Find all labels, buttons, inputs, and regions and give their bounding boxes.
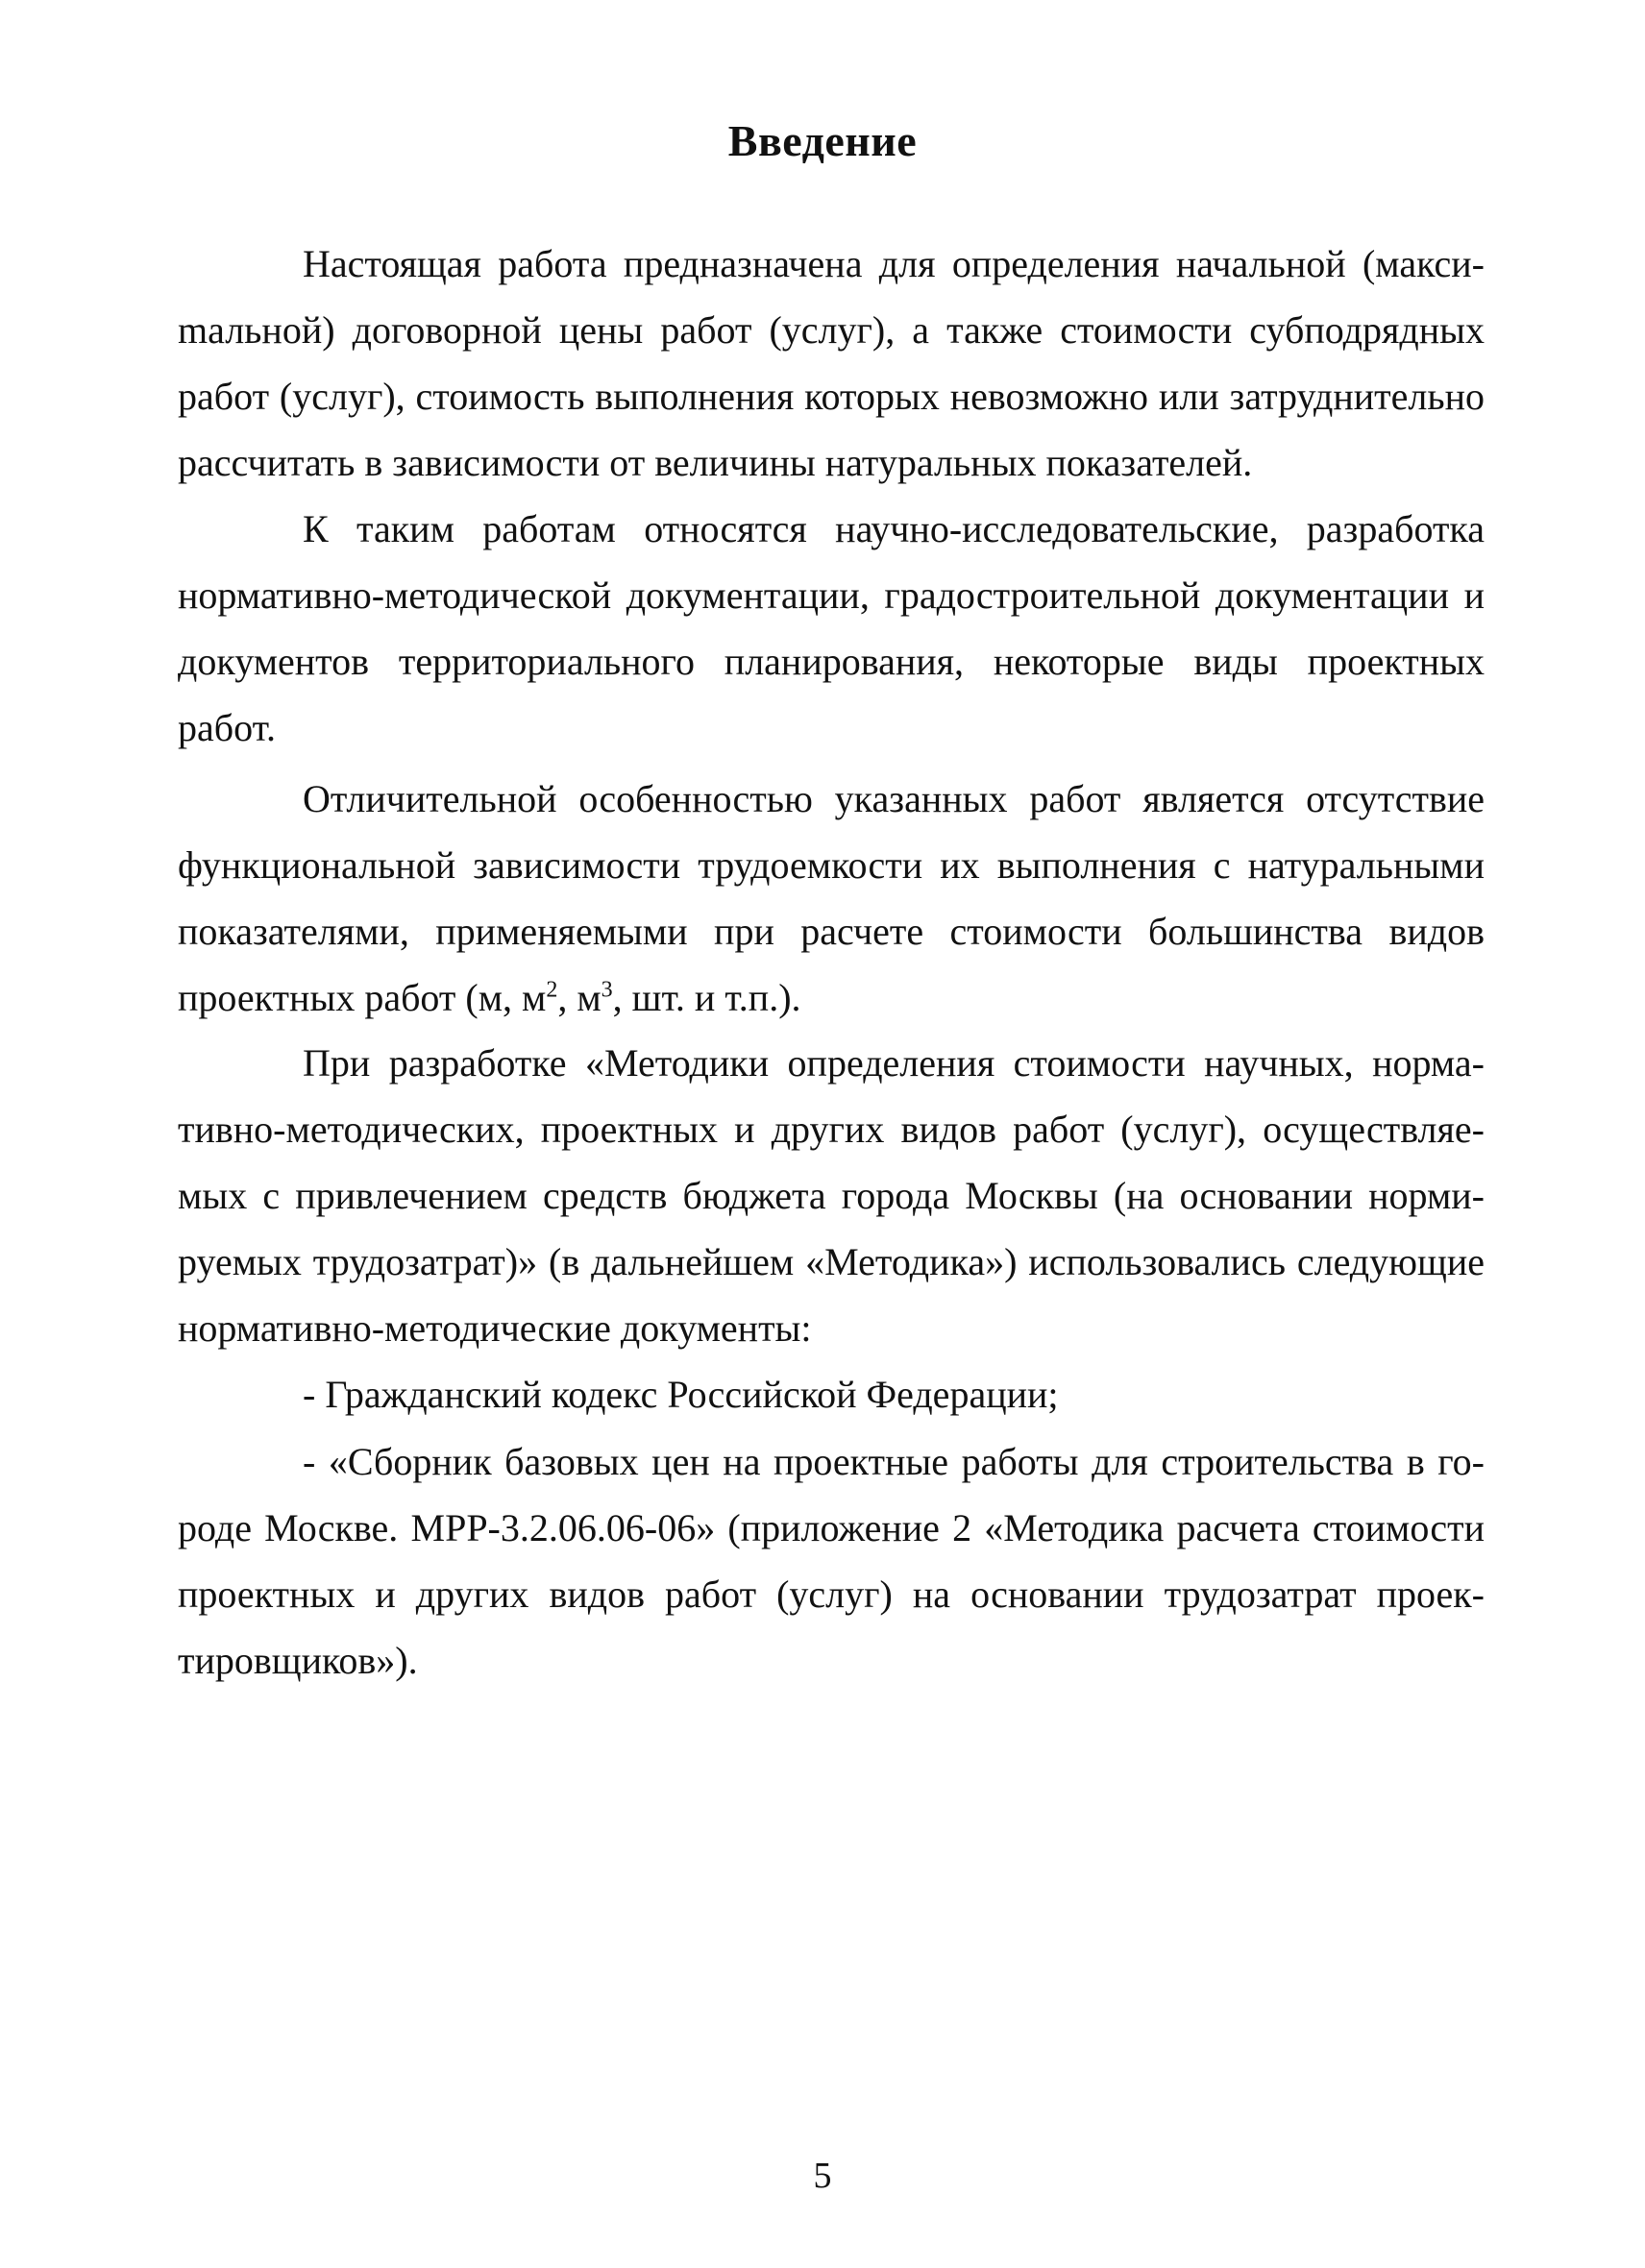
page-number: 5 xyxy=(813,2156,832,2196)
paragraph-purpose: Настоящая работа предназначена для определения начальной (максиmальной) договорной цены работ (услуг), а также стоимости субподрядных работ (услуг), стоимость выполнения которых невозможно или затруднительно рассчитать в зависимости от величины натуральных показателей. xyxy=(178,242,1485,484)
page-title: Введение xyxy=(727,116,918,165)
paragraph-distinctive-feature-text: Отличительной особенностью указанных работ является отсутствие функциональной зависимости трудоемкости их выполнения с натуральными показателями, применяемыми при расчете стоимости большинства видов проектных работ (м, м xyxy=(178,777,1485,1019)
list-item-price-collection: - «Сборник базовых цен на проектные работы для строительства в городе Москве. МРР-3.2.06.06-06» (приложение 2 «Методика расчета стоимости проектных и других видов работ (услуг) на основании трудозатрат проектировщиков»). xyxy=(178,1440,1485,1682)
paragraph-distinctive-feature xyxy=(178,766,1485,1031)
paragraph-work-types: К таким работам относятся научно-исследовательские, разработка нормативно-методической документации, градостроительной документации и документов территориального планирования, некоторые виды проектных работ. xyxy=(178,507,1485,749)
paragraph-methodology: При разработке «Методики определения стоимости научных, нормативно-методических, проектных и других видов работ (услуг), осуществляемых с привлечением средств бюджета города Москвы (на основании нормируемых трудозатрат)» (в дальнейшем «Методика») использовались следующие нормативно-методические документы: xyxy=(178,1041,1485,1350)
superscript-two: 2 xyxy=(546,977,558,1003)
paragraph-distinctive-feature-middle: , м xyxy=(557,976,602,1019)
list-item-civil-code: - Гражданский кодекс Российской Федерации; xyxy=(303,1373,1059,1416)
superscript-three: 3 xyxy=(601,977,613,1003)
paragraph-distinctive-feature-end: , шт. и т.п.). xyxy=(612,976,801,1019)
